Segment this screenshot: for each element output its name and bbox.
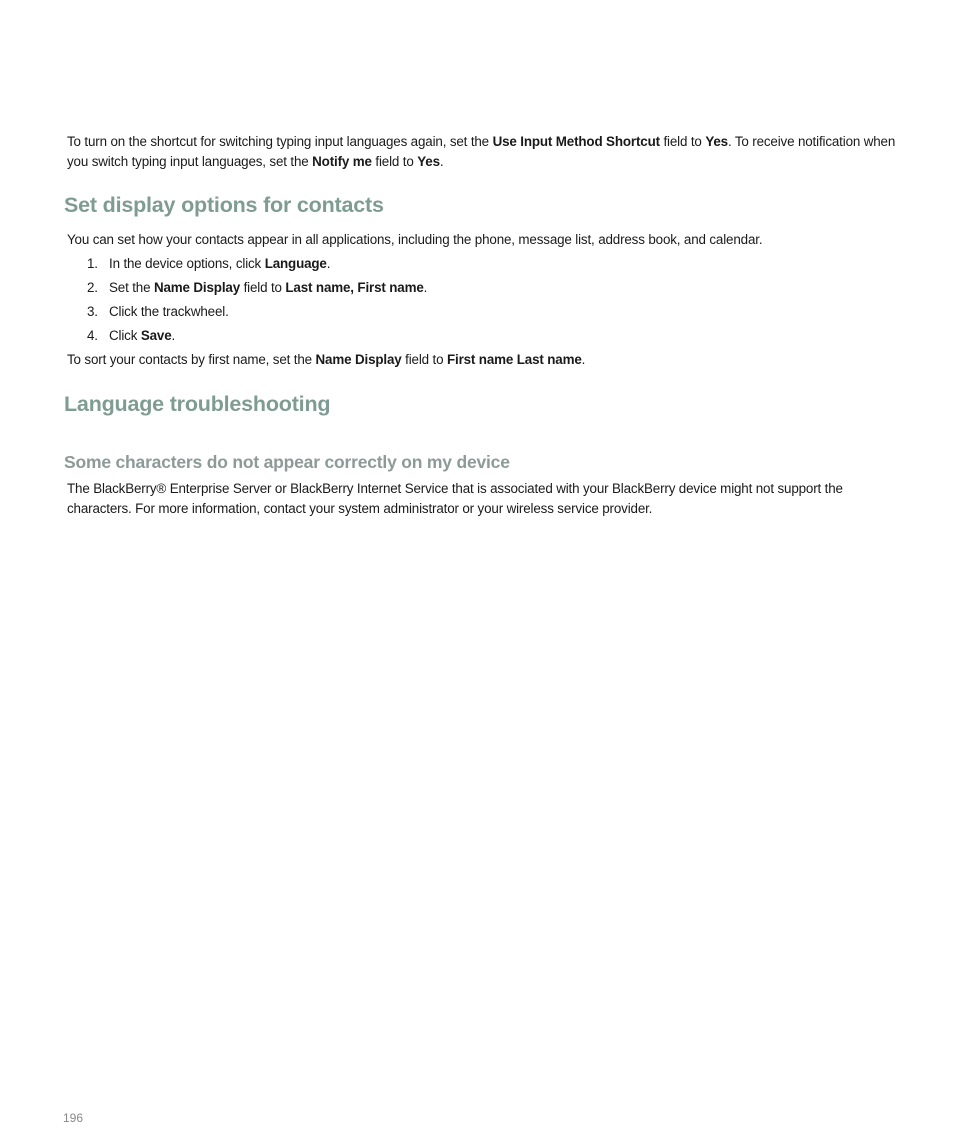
step-bold: Name Display xyxy=(153,280,240,295)
troubleshooting-body: The BlackBerry® Enterprise Server or BlackBerry Internet Service that is associated with your BlackBerry device might not support the characters. For more information, contact your system administrator or your wireless service provider. xyxy=(67,481,843,516)
intro-field-name: Notify me xyxy=(312,153,372,169)
section-heading-contacts: Set display options for contacts xyxy=(64,193,384,217)
step-bold: Language xyxy=(264,256,327,271)
intro-text: field to xyxy=(659,134,706,149)
step-item xyxy=(87,303,427,327)
intro-text: . To receive notification when you switch typing input languages, set the xyxy=(67,134,896,169)
step-text: Set the xyxy=(109,280,154,295)
step-bold: Save xyxy=(140,328,172,343)
step-item xyxy=(87,255,427,279)
section-heading-troubleshooting: Language troubleshooting xyxy=(64,392,331,416)
subsection-heading: Some characters do not appear correctly on my device xyxy=(64,452,510,472)
page-number: 196 xyxy=(63,1111,84,1125)
step-text: Click xyxy=(109,328,141,343)
intro-text: To turn on the shortcut for switching typing input languages again, set the xyxy=(67,134,493,149)
steps-list xyxy=(87,255,427,351)
intro-text: field to xyxy=(371,153,418,169)
step-bold: Last name, First name xyxy=(285,280,424,295)
sort-note xyxy=(67,350,897,370)
step-text: . xyxy=(423,280,428,295)
contacts-description: You can set how your contacts appear in all applications, including the phone, message list, address book, and calendar. xyxy=(67,232,763,247)
step-text: . xyxy=(171,328,176,343)
intro-paragraph xyxy=(67,132,897,171)
step-item xyxy=(87,327,427,351)
intro-field-name: Use Input Method Shortcut xyxy=(492,134,660,149)
step-text: In the device options, click xyxy=(109,256,265,271)
step-item xyxy=(87,279,427,303)
step-number: 3. xyxy=(87,304,98,319)
intro-text: . xyxy=(439,153,444,169)
sort-note-text: field to xyxy=(401,352,447,367)
intro-field-value: Yes xyxy=(417,153,440,169)
step-text: Click the trackwheel. xyxy=(109,304,229,319)
sort-note-bold: First name Last name xyxy=(446,352,582,367)
step-text: . xyxy=(326,256,331,271)
sort-note-text: To sort your contacts by first name, set the xyxy=(67,352,316,367)
step-number: 2. xyxy=(87,280,98,295)
step-number: 4. xyxy=(87,328,98,343)
intro-field-value: Yes xyxy=(705,134,728,149)
sort-note-text: . xyxy=(581,352,586,367)
step-number: 1. xyxy=(87,256,98,271)
sort-note-bold: Name Display xyxy=(315,352,402,367)
step-text: field to xyxy=(240,280,286,295)
